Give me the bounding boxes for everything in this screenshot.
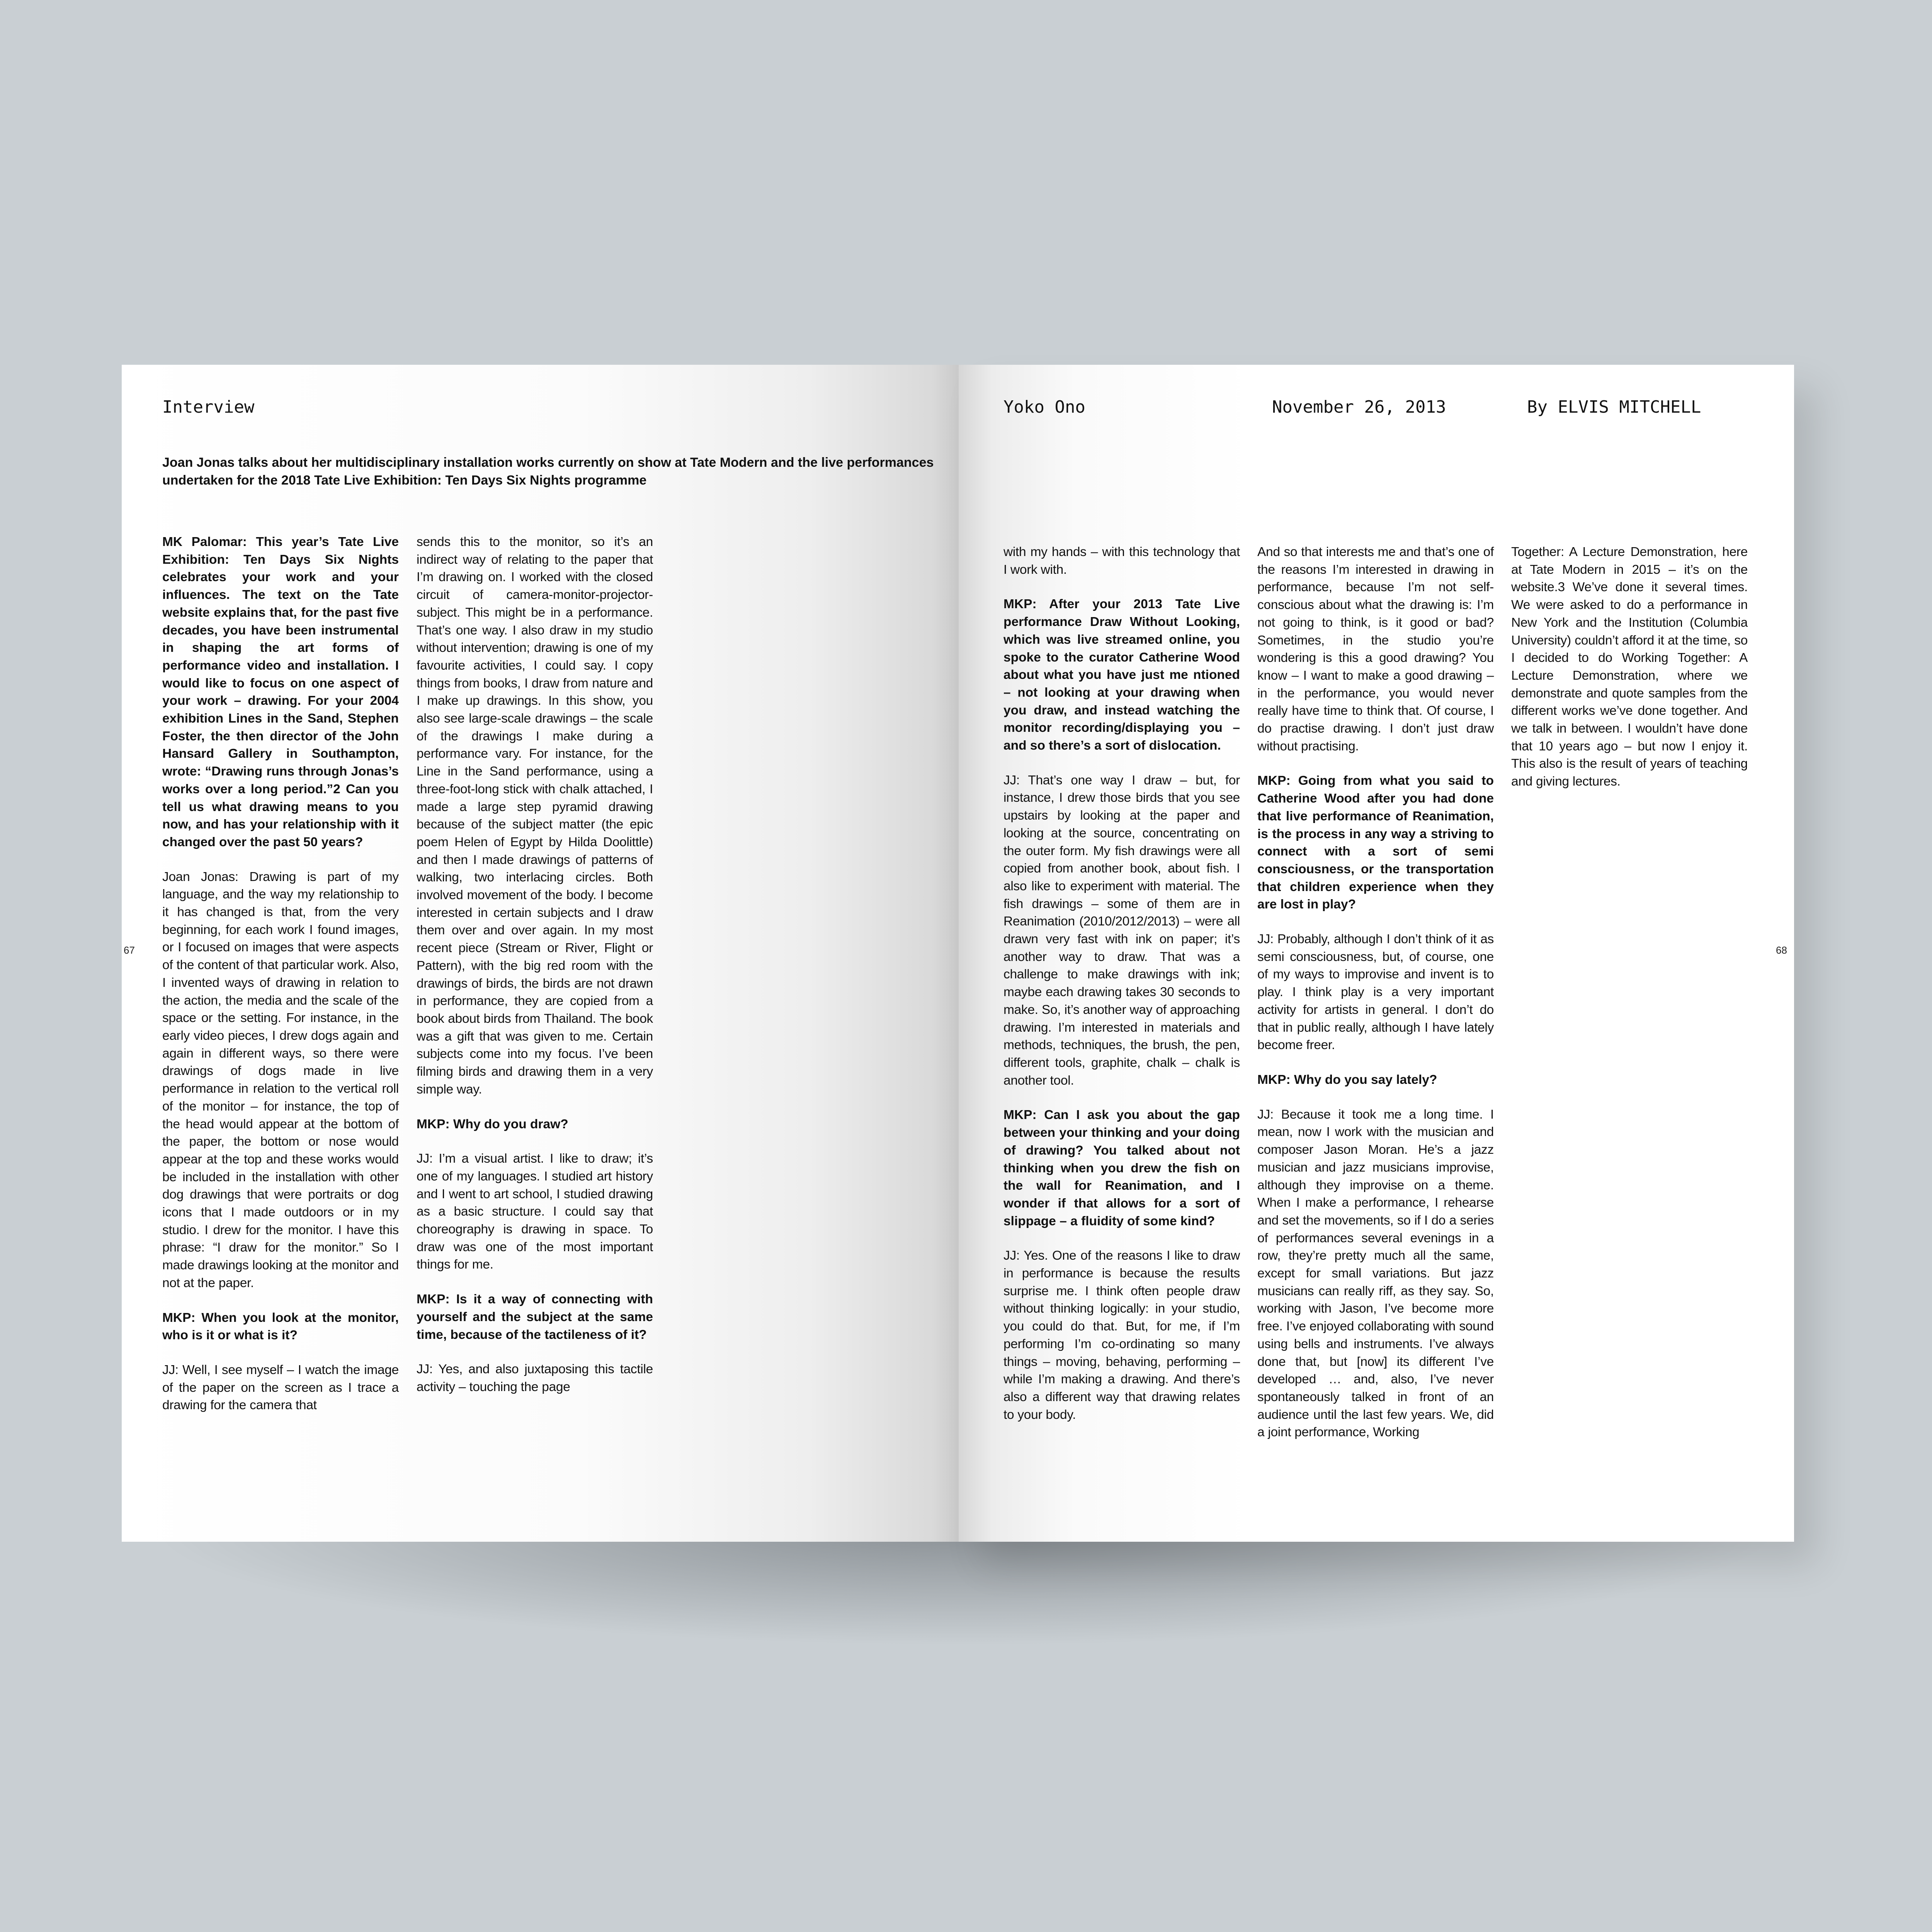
question-paragraph: MKP: After your 2013 Tate Live performance Draw Without Looking, which was live streamed online, you spoke to the curator Catherine Wood about what you have just me ntioned – not looking at your drawing when you draw, and instead watching the monitor recording/displaying you – and so there’s a sort of dislocation. bbox=[1003, 597, 1240, 753]
answer-paragraph: sends this to the monitor, so it’s an indirect way of relating to the paper that I’m drawing on. I worked with the closed circuit of camera-monitor-projector-subject. This might be in a performance. That’s one way. I also draw in my studio without intervention; drawing is one of my favourite activities, I could say. I copy things from books, I draw from nature and I make up drawings. In this show, you also see large-scale drawings – the scale of the drawings I make during a performance vary. For instance, for the Line in the Sand performance, using a three-foot-long stick with chalk attached, I made a large step pyramid drawing because of the subject matter (the epic poem Helen of Egypt by Hilda Doolittle) and then I made drawings of patterns of walking, two interlacing circles. Both involved movement of the body. I become interested in certain subjects and I draw them over and over again. In my most recent piece (Stream or River, Flight or Pattern), with the big red room with the drawings of birds, the birds are not drawn in performance, they are copied from a book about birds from Thailand. The book was a gift that was given to me. Certain subjects come into my focus. I’ve been filming birds and drawing them in a very simple way. bbox=[417, 535, 653, 1097]
left-column-2 bbox=[417, 533, 653, 1413]
answer-paragraph: with my hands – with this technology that I work with. bbox=[1003, 545, 1240, 577]
answer-paragraph: JJ: Because it took me a long time. I mean, now I work with the musician and composer Jason Moran. He’s a jazz musician and jazz musicians improvise, although they improvise on a theme. When I make a performance, I rehearse and set the movements, so if I do a series of performances several evenings in a row, they’re pretty much all the same, except for small variations. But jazz musicians can really riff, as they say. So, working with Jason, I’ve become more free. I’ve enjoyed collaborating with sound using bells and instruments. I’ve always done that, but [now] its different I’ve developed … and, also, I’ve never spontaneously talked in front of an audience until the last few years. We, did a joint performance, Working bbox=[1257, 1107, 1494, 1440]
right-page bbox=[959, 365, 1794, 1542]
answer-paragraph: JJ: Well, I see myself – I watch the image of the paper on the screen as I trace a drawing for the camera that bbox=[162, 1362, 399, 1413]
answer-paragraph: JJ: Yes, and also juxtaposing this tactile activity – touching the page bbox=[417, 1362, 653, 1394]
subheading: Joan Jonas talks about her multidisciplinary installation works currently on show at Tate Modern and the live performances undertaken for the 2018 Tate Live Exhibition: Ten Days Six Nights programme bbox=[162, 455, 934, 488]
answer-paragraph: JJ: Yes. One of the reasons I like to draw in performance is because the results surprise me. I think often people draw without thinking logically: in your studio, you could do that. But, for me, if I’m performing I’m co-ordinating so many things – moving, behaving, performing – while I’m making a drawing. And there’s also a different way that drawing relates to your body. bbox=[1003, 1248, 1240, 1422]
header-byline: By ELVIS MITCHELL bbox=[1527, 397, 1701, 417]
question-paragraph: MKP: Going from what you said to Catherine Wood after you had done that live performance of Reanimation, is the process in any way a striving to connect with a sort of semi consciousness, or the transportation that children experience when they are lost in play? bbox=[1257, 774, 1494, 912]
question-paragraph: MKP: Why do you draw? bbox=[417, 1117, 568, 1131]
question-paragraph: MKP: Is it a way of connecting with yourself and the subject at the same time, because of the tactileness of it? bbox=[417, 1292, 653, 1342]
page-number-right: 68 bbox=[1776, 944, 1787, 956]
page-number-left: 67 bbox=[124, 944, 135, 956]
question-paragraph: MKP: Can I ask you about the gap between your thinking and your doing of drawing? You talked about not thinking when you drew the fish on the wall for Reanimation, and I wonder if that allows for a sort of slippage – a fluidity of some kind? bbox=[1003, 1108, 1240, 1228]
question-paragraph: MKP: Why do you say lately? bbox=[1257, 1072, 1437, 1087]
question-paragraph: MKP: When you look at the monitor, who is it or what is it? bbox=[162, 1310, 399, 1343]
left-page bbox=[122, 365, 959, 1542]
right-column-3 bbox=[1511, 543, 1748, 808]
answer-paragraph: And so that interests me and that’s one of the reasons I’m interested in drawing in performance, because I’m not self-conscious about what the drawing is: I’m not going to think, is it good or bad? Sometimes, in the studio you’re wondering is this a good drawing? You know – I want to make a good drawing – in the performance, you would never really have time to think that. Of course, I do practise drawing. I don’t just draw without practising. bbox=[1257, 545, 1494, 753]
answer-paragraph: Together: A Lecture Demonstration, here at Tate Modern in 2015 – it’s on the website.3 We’ve done it several times. We were asked to do a performance in New York and the Institution (Columbia University) couldn’t afford it at the time, so I decided to do Working Together: A Lecture Demonstration, where we demonstrate and quote samples from the different works we’ve done together. And we talk in between. I wouldn’t have done that 10 years ago – but now I enjoy it. This also is the result of years of teaching and giving lectures. bbox=[1511, 545, 1748, 789]
header-name: Yoko Ono bbox=[1003, 397, 1085, 417]
header-date: November 26, 2013 bbox=[1272, 397, 1446, 417]
answer-paragraph: JJ: I’m a visual artist. I like to draw; it’s one of my languages. I studied art history and I went to art school, I studied drawing as a basic structure. I could say that choreography is drawing in space. To draw was one of the most important things for me. bbox=[417, 1151, 653, 1272]
section-label: Interview bbox=[162, 397, 255, 417]
answer-paragraph: JJ: That’s one way I draw – but, for instance, I drew those birds that you see upstairs by looking at the paper and looking at the source, concentrating on the outer form. My fish drawings were all copied from another book, about fish. I also like to experiment with material. The fish drawings – some of them are in Reanimation (2010/2012/2013) – were all drawn very fast with ink on paper; it’s another way to draw. That was a challenge to make drawings with ink; maybe each drawing takes 30 seconds to make. So, it’s another way of approaching drawing. I’m interested in materials and methods, techniques, the brush, the pen, different tools, graphite, chalk – chalk is another tool. bbox=[1003, 773, 1240, 1088]
right-column-2 bbox=[1257, 543, 1494, 1458]
left-column-1 bbox=[162, 533, 399, 1431]
question-paragraph: MK Palomar: This year’s Tate Live Exhibition: Ten Days Six Nights celebrates your work and your influences. The text on the Tate website explains that, for the past five decades, you have been instrumental in shaping the art forms of performance video and installation. I would like to focus on one aspect of your work – drawing. For your 2004 exhibition Lines in the Sand, Stephen Foster, the then director of the John Hansard Gallery in Southampton, wrote: “Drawing runs through Jonas’s works over a long period.”2 Can you tell us what drawing means to you now, and has your relationship with it changed over the past 50 years? bbox=[162, 535, 399, 849]
right-column-1 bbox=[1003, 543, 1240, 1440]
answer-paragraph: JJ: Probably, although I don’t think of it as semi consciousness, but, of course, one of my ways to improvise and invent is to play. I think play is a very important activity for artists in general. I don’t do that in public really, although I have lately become freer. bbox=[1257, 932, 1494, 1053]
answer-paragraph: Joan Jonas: Drawing is part of my language, and the way my relationship to it has changed is that, from the very beginning, for each work I found images, or I focused on images that were aspects of the content of that particular work. Also, I invented ways of drawing in relation to the action, the media and the scale of the space or the setting. For instance, in the early video pieces, I drew dogs again and again in different ways, so there were drawings of dogs made in live performance in relation to the vertical roll of the monitor – for instance, the top of the head would appear at the bottom of the paper, the bottom or nose would appear at the top and these works would be included in the installation with other dog drawings that were portraits or dog icons that I made outdoors or in my studio. I drew for the monitor. I have this phrase: “I draw for the monitor.” So I made drawings looking at the monitor and not at the paper. bbox=[162, 869, 399, 1290]
